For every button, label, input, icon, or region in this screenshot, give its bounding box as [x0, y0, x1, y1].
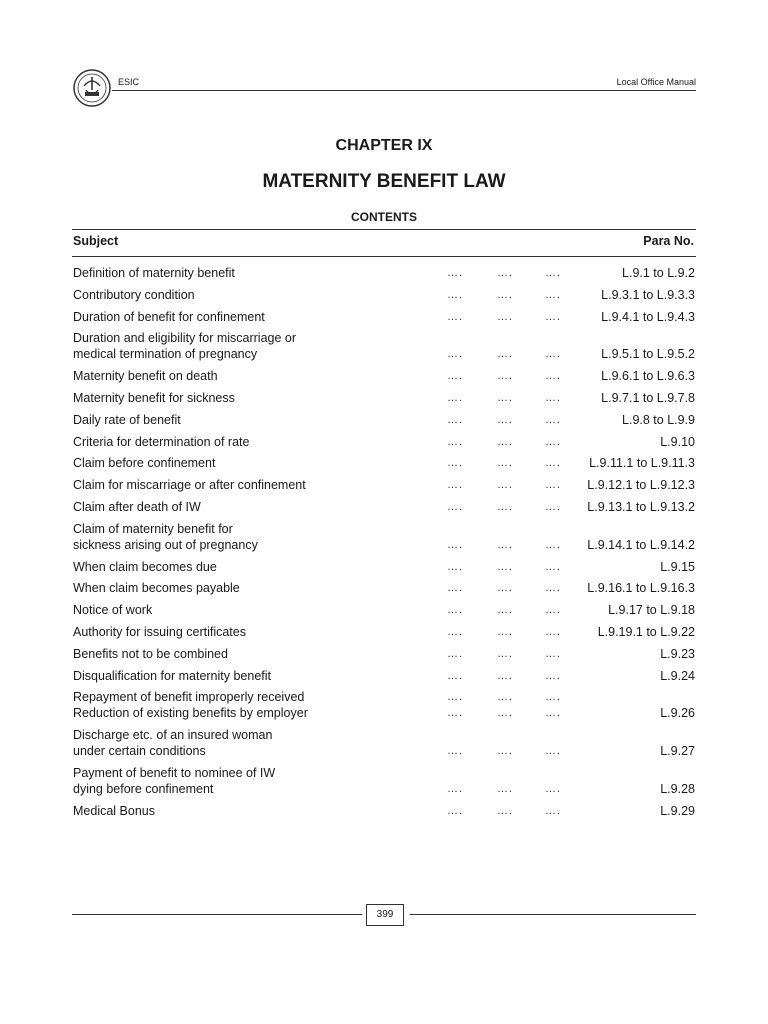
entry-line [73, 803, 695, 819]
leader-dots: …. [447, 745, 464, 758]
contents-entry [73, 624, 695, 640]
leader-dots: …. [447, 626, 464, 638]
header-manual-title: Local Office Manual [616, 77, 696, 87]
contents-entry [73, 477, 695, 493]
footer-rule-right [410, 914, 696, 915]
entry-subject: When claim becomes payable [73, 581, 240, 596]
entry-line [73, 602, 695, 618]
leader-dots: …. [447, 560, 464, 573]
chapter-heading: CHAPTER IX [335, 137, 433, 154]
entry-line [73, 727, 695, 743]
entry-line [73, 705, 695, 721]
contents-entry [73, 521, 695, 553]
contents-entry [73, 559, 695, 575]
leader-dots: …. [545, 669, 562, 682]
entry-line [73, 689, 695, 705]
contents-label: CONTENTS [351, 210, 417, 224]
entry-line [73, 537, 695, 553]
entry-line [73, 309, 695, 325]
header-rule [112, 90, 696, 91]
leader-dots: …. [447, 435, 464, 448]
entry-line [73, 368, 695, 384]
entry-subject: Notice of work [73, 603, 153, 618]
leader-dots: …. [497, 310, 514, 323]
leader-dots: …. [447, 392, 464, 404]
entry-subject: Claim before confinement [73, 456, 216, 471]
contents-entry [73, 434, 695, 450]
leader-dots: …. [447, 310, 464, 323]
column-header-subject: Subject [73, 234, 119, 248]
entry-line [73, 455, 695, 471]
entry-line [73, 559, 695, 575]
contents-entry [73, 765, 695, 797]
entry-subject: Criteria for determination of rate [73, 434, 250, 449]
leader-dots: …. [545, 288, 562, 301]
contents-entry [73, 455, 695, 471]
leader-dots: …. [545, 392, 562, 404]
leader-dots: …. [545, 538, 562, 551]
leader-dots: …. [545, 501, 562, 513]
leader-dots: …. [545, 604, 562, 617]
leader-dots: …. [447, 413, 464, 426]
column-header-para: Para No. [643, 234, 694, 248]
entry-para-number: L.9.13.1 to L.9.13.2 [587, 500, 695, 514]
contents-entry [73, 330, 695, 362]
leader-dots: …. [447, 582, 464, 595]
entry-subject: sickness arising out of pregnancy [73, 537, 258, 552]
entry-subject: Claim after death of IW [73, 500, 201, 514]
entry-subject: Claim of maternity benefit for [73, 521, 233, 536]
entry-subject: dying before confinement [73, 782, 214, 796]
leader-dots: …. [447, 538, 464, 551]
table-top-rule [72, 229, 696, 230]
entry-subject: Disqualification for maternity benefit [73, 668, 272, 683]
header-org: ESIC [118, 77, 140, 87]
leader-dots: …. [447, 647, 464, 660]
leader-dots: …. [545, 413, 562, 426]
entry-para-number: L.9.3.1 to L.9.3.3 [601, 287, 695, 302]
leader-dots: …. [545, 745, 562, 758]
contents-entry [73, 412, 695, 428]
leader-dots: …. [545, 560, 562, 573]
entry-line [73, 646, 695, 662]
entry-para-number: L.9.28 [660, 782, 695, 796]
entry-para-number: L.9.14.1 to L.9.14.2 [587, 537, 695, 552]
entry-subject: Maternity benefit for sickness [73, 391, 235, 405]
leader-dots: …. [447, 783, 464, 795]
leader-dots: …. [497, 413, 514, 426]
entry-para-number: L.9.26 [660, 706, 695, 721]
entry-subject: Repayment of benefit improperly received [73, 690, 305, 705]
entry-subject: Maternity benefit on death [73, 369, 218, 384]
leader-dots: …. [447, 501, 464, 513]
entry-line [73, 521, 695, 537]
contents-entry [73, 727, 695, 759]
footer-rule-left [72, 914, 362, 915]
leader-dots: …. [545, 435, 562, 448]
leader-dots: …. [497, 370, 514, 383]
entry-line [73, 287, 695, 303]
entry-para-number: L.9.5.1 to L.9.5.2 [601, 347, 695, 362]
leader-dots: …. [447, 669, 464, 682]
leader-dots: …. [497, 669, 514, 682]
entry-para-number: L.9.17 to L.9.18 [608, 603, 695, 618]
entry-line [73, 390, 695, 406]
page-number: 399 [366, 904, 404, 926]
contents-entry [73, 602, 695, 618]
leader-dots: …. [497, 457, 514, 470]
leader-dots: …. [545, 267, 562, 279]
entry-para-number: L.9.27 [660, 744, 695, 759]
leader-dots: …. [497, 707, 514, 720]
leader-dots: …. [497, 501, 514, 513]
entry-subject: When claim becomes due [73, 559, 217, 574]
entry-line [73, 499, 695, 515]
entry-para-number: L.9.4.1 to L.9.4.3 [601, 309, 695, 324]
leader-dots: …. [497, 288, 514, 301]
leader-dots: …. [497, 538, 514, 551]
leader-dots: …. [497, 348, 514, 361]
entry-subject: Contributory condition [73, 287, 195, 302]
leader-dots: …. [447, 691, 464, 704]
entry-para-number: L.9.10 [660, 434, 695, 449]
contents-entry [73, 390, 695, 406]
entry-para-number: L.9.7.1 to L.9.7.8 [601, 391, 695, 405]
leader-dots: …. [447, 604, 464, 617]
leader-dots: …. [545, 310, 562, 323]
entry-line [73, 265, 695, 281]
leader-dots: …. [497, 560, 514, 573]
leader-dots: …. [447, 267, 464, 279]
leader-dots: …. [447, 457, 464, 470]
contents-entry [73, 499, 695, 515]
leader-dots: …. [545, 479, 562, 492]
entry-subject: Discharge etc. of an insured woman [73, 728, 273, 743]
entry-subject: Authority for issuing certificates [73, 625, 246, 639]
leader-dots: …. [447, 804, 464, 817]
esic-logo [72, 68, 112, 108]
leader-dots: …. [545, 626, 562, 638]
leader-dots: …. [497, 479, 514, 492]
entry-line [73, 412, 695, 428]
page-title: MATERNITY BENEFIT LAW [262, 171, 506, 192]
leader-dots: …. [497, 626, 514, 638]
leader-dots: …. [545, 370, 562, 383]
contents-entry [73, 368, 695, 384]
entry-subject: Duration of benefit for confinement [73, 309, 265, 324]
entry-para-number: L.9.16.1 to L.9.16.3 [587, 581, 695, 596]
entry-para-number: L.9.12.1 to L.9.12.3 [587, 478, 695, 493]
contents-entry [73, 265, 695, 281]
entry-line [73, 743, 695, 759]
entry-line [73, 330, 695, 346]
entry-line [73, 346, 695, 362]
entry-line [73, 624, 695, 640]
contents-entry [73, 646, 695, 662]
entry-subject: Definition of maternity benefit [73, 266, 235, 280]
entry-para-number: L.9.29 [660, 803, 695, 818]
entry-line [73, 781, 695, 797]
entry-line [73, 477, 695, 493]
page-header [72, 66, 696, 108]
leader-dots: …. [497, 745, 514, 758]
entry-para-number: L.9.19.1 to L.9.22 [597, 625, 695, 639]
leader-dots: …. [545, 348, 562, 361]
leader-dots: …. [497, 392, 514, 404]
leader-dots: …. [497, 582, 514, 595]
entry-line [73, 434, 695, 450]
leader-dots: …. [497, 267, 514, 279]
leader-dots: …. [545, 457, 562, 470]
entry-para-number: L.9.6.1 to L.9.6.3 [601, 369, 695, 384]
entry-subject: Payment of benefit to nominee of IW [73, 766, 276, 780]
leader-dots: …. [545, 691, 562, 704]
entry-subject: Duration and eligibility for miscarriage or [73, 331, 297, 346]
entry-subject: Medical Bonus [73, 803, 155, 818]
entry-para-number: L.9.11.1 to L.9.11.3 [589, 456, 695, 471]
leader-dots: …. [447, 348, 464, 361]
entry-para-number: L.9.15 [660, 559, 695, 574]
entry-subject: Daily rate of benefit [73, 412, 181, 427]
entry-subject: under certain conditions [73, 744, 206, 759]
leader-dots: …. [497, 804, 514, 817]
entry-subject: Claim for miscarriage or after confinement [73, 478, 306, 493]
leader-dots: …. [447, 479, 464, 492]
contents-entry [73, 580, 695, 596]
entry-line [73, 580, 695, 596]
leader-dots: …. [545, 647, 562, 660]
entry-subject: Reduction of existing benefits by employer [73, 706, 308, 721]
entry-line [73, 765, 695, 781]
entry-para-number: L.9.23 [660, 646, 695, 661]
leader-dots: …. [497, 647, 514, 660]
contents-entry [73, 668, 695, 684]
leader-dots: …. [447, 370, 464, 383]
entry-para-number: L.9.8 to L.9.9 [622, 412, 695, 427]
leader-dots: …. [545, 804, 562, 817]
table-header-rule [72, 256, 696, 257]
leader-dots: …. [447, 288, 464, 301]
leader-dots: …. [497, 691, 514, 704]
leader-dots: …. [545, 783, 562, 795]
contents-entry [73, 309, 695, 325]
leader-dots: …. [497, 435, 514, 448]
leader-dots: …. [497, 783, 514, 795]
leader-dots: …. [545, 582, 562, 595]
contents-entry [73, 803, 695, 819]
contents-entry [73, 689, 695, 721]
contents-entry [73, 287, 695, 303]
leader-dots: …. [545, 707, 562, 720]
entry-subject: Benefits not to be combined [73, 646, 228, 661]
leader-dots: …. [497, 604, 514, 617]
entry-line [73, 668, 695, 684]
entry-para-number: L.9.24 [660, 668, 695, 683]
entry-subject: medical termination of pregnancy [73, 347, 258, 362]
entry-para-number: L.9.1 to L.9.2 [622, 266, 695, 280]
leader-dots: …. [447, 707, 464, 720]
